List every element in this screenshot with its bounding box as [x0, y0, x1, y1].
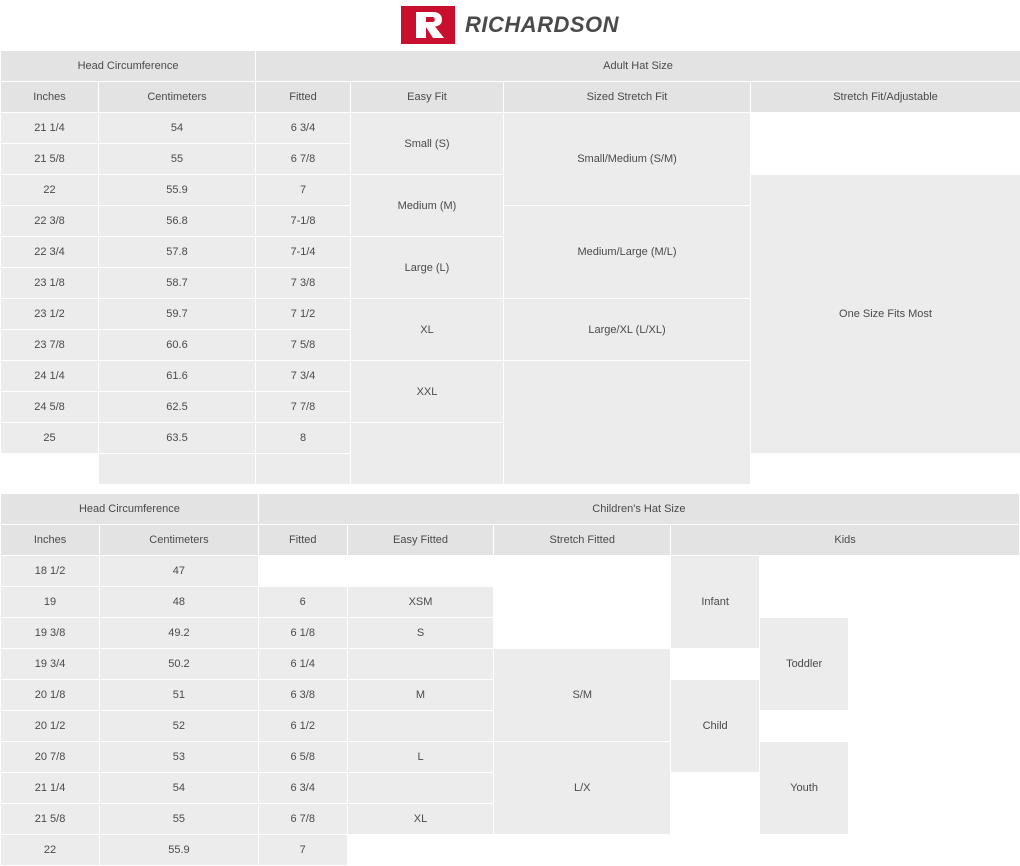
- table-row: [1, 649, 1020, 680]
- children-fitted: 6 1/8: [258, 618, 347, 649]
- adult-centimeters: 57.8: [99, 237, 256, 268]
- children-easy-fitted: [347, 835, 494, 866]
- children-kids-child: Child: [671, 680, 760, 773]
- adult-group-header-row: [1, 51, 1020, 82]
- r-logo-icon: [401, 6, 455, 44]
- children-fitted: 6 3/8: [258, 680, 347, 711]
- children-kids-child-empty: [849, 556, 932, 587]
- children-col-stretch-fitted: Stretch Fitted: [494, 525, 671, 556]
- adult-column-header-row: [1, 82, 1020, 113]
- adult-stretch-fit-adjustable: [751, 144, 1020, 175]
- children-group-head-circumference: Head Circumference: [1, 494, 259, 525]
- children-stretch-fitted: S/M: [494, 649, 671, 742]
- adult-inches: 22 3/4: [1, 237, 99, 268]
- children-group-hat-size: Children's Hat Size: [258, 494, 1019, 525]
- adult-centimeters: 59.7: [99, 299, 256, 330]
- children-kids-toddler-empty: [760, 556, 849, 587]
- adult-inches: 24 5/8: [1, 392, 99, 423]
- adult-spacer-centimeters: [99, 454, 256, 485]
- children-inches: 20 7/8: [1, 742, 100, 773]
- children-kids-youth: Youth: [760, 742, 849, 835]
- children-easy-fitted: S: [347, 618, 494, 649]
- children-inches: 21 5/8: [1, 804, 100, 835]
- children-stretch-fitted: [494, 556, 671, 587]
- adult-col-sized-stretch-fit: Sized Stretch Fit: [504, 82, 751, 113]
- adult-inches: 22 3/8: [1, 206, 99, 237]
- adult-col-fitted: Fitted: [256, 82, 351, 113]
- children-stretch-fitted: [494, 618, 671, 649]
- children-col-kids: Kids: [671, 525, 1020, 556]
- children-inches: 20 1/2: [1, 711, 100, 742]
- adult-fitted: 6 7/8: [256, 144, 351, 175]
- children-easy-fitted: [347, 649, 494, 680]
- children-easy-fitted: [347, 556, 494, 587]
- children-col-inches: Inches: [1, 525, 100, 556]
- children-centimeters: 55: [100, 804, 259, 835]
- adult-col-inches: Inches: [1, 82, 99, 113]
- adult-sized-stretch-fit: [504, 361, 751, 485]
- brand-header: [0, 0, 1020, 50]
- table-row: [1, 618, 1020, 649]
- children-fitted: 6 3/4: [258, 773, 347, 804]
- children-kids-empty: [931, 835, 1019, 866]
- children-kids-youth-empty: [931, 587, 1019, 618]
- adult-centimeters: 56.8: [99, 206, 256, 237]
- children-kids-youth-empty: [849, 680, 932, 711]
- adult-easy-fit: Large (L): [351, 237, 504, 299]
- children-fitted: 6 5/8: [258, 742, 347, 773]
- children-kids-child-empty: [671, 649, 760, 680]
- adult-centimeters: 63.5: [99, 423, 256, 454]
- children-inches: 19 3/4: [1, 649, 100, 680]
- adult-centimeters: 58.7: [99, 268, 256, 299]
- adult-centimeters: 60.6: [99, 330, 256, 361]
- children-easy-fitted: XSM: [347, 587, 494, 618]
- adult-fitted: 6 3/4: [256, 113, 351, 144]
- adult-sized-stretch-fit: Large/XL (L/XL): [504, 299, 751, 361]
- children-inches: 22: [1, 835, 100, 866]
- children-centimeters: 51: [100, 680, 259, 711]
- adult-sized-stretch-fit: Small/Medium (S/M): [504, 113, 751, 206]
- adult-easy-fit: Medium (M): [351, 175, 504, 237]
- children-kids-youth-empty: [849, 649, 932, 680]
- adult-col-easy-fit: Easy Fit: [351, 82, 504, 113]
- adult-inches: 23 1/2: [1, 299, 99, 330]
- adult-inches: 21 1/4: [1, 113, 99, 144]
- children-fitted: 6: [258, 587, 347, 618]
- adult-centimeters: 55.9: [99, 175, 256, 206]
- adult-easy-fit-empty: [351, 423, 504, 485]
- adult-spacer-inches: [1, 454, 99, 485]
- adult-col-stretch-fit-adjustable: Stretch Fit/Adjustable: [751, 82, 1020, 113]
- adult-hat-size-table: [0, 50, 1020, 485]
- children-kids-youth-empty: [931, 618, 1019, 649]
- table-gap: [0, 485, 1020, 493]
- children-centimeters: 50.2: [100, 649, 259, 680]
- table-row: [1, 835, 1020, 866]
- adult-inches: 25: [1, 423, 99, 454]
- adult-easy-fit: XL: [351, 299, 504, 361]
- children-centimeters: 52: [100, 711, 259, 742]
- adult-inches: 23 7/8: [1, 330, 99, 361]
- children-inches: 19: [1, 587, 100, 618]
- children-fitted: 6 1/2: [258, 711, 347, 742]
- children-group-header-row: [1, 494, 1020, 525]
- children-stretch-fitted: [494, 835, 671, 866]
- adult-fitted: 7: [256, 175, 351, 206]
- adult-easy-fit: XXL: [351, 361, 504, 423]
- children-fitted: 6 7/8: [258, 804, 347, 835]
- table-row: [1, 556, 1020, 587]
- children-kids-youth-empty: [760, 711, 849, 742]
- children-centimeters: 54: [100, 773, 259, 804]
- table-row: [1, 113, 1020, 144]
- children-inches: 18 1/2: [1, 556, 100, 587]
- adult-centimeters: 55: [99, 144, 256, 175]
- children-centimeters: 47: [100, 556, 259, 587]
- children-kids-toddler: Toddler: [760, 618, 849, 711]
- adult-col-centimeters: Centimeters: [99, 82, 256, 113]
- children-column-header-row: [1, 525, 1020, 556]
- children-easy-fitted: [347, 711, 494, 742]
- children-easy-fitted: [347, 773, 494, 804]
- children-centimeters: 55.9: [100, 835, 259, 866]
- adult-sized-stretch-fit: Medium/Large (M/L): [504, 206, 751, 299]
- adult-spacer-fitted: [256, 454, 351, 485]
- adult-fitted: 8: [256, 423, 351, 454]
- adult-inches: 23 1/8: [1, 268, 99, 299]
- children-centimeters: 48: [100, 587, 259, 618]
- children-fitted: 6 1/4: [258, 649, 347, 680]
- children-hat-size-table: [0, 493, 1020, 866]
- children-centimeters: 49.2: [100, 618, 259, 649]
- brand-name: RICHARDSON: [465, 12, 619, 38]
- children-fitted: 7: [258, 835, 347, 866]
- children-easy-fitted: XL: [347, 804, 494, 835]
- adult-stretch-fit-adjustable: One Size Fits Most: [751, 175, 1020, 454]
- adult-inches: 24 1/4: [1, 361, 99, 392]
- children-easy-fitted: L: [347, 742, 494, 773]
- adult-easy-fit: Small (S): [351, 113, 504, 175]
- adult-fitted: 7 3/4: [256, 361, 351, 392]
- children-kids-empty: [760, 835, 849, 866]
- children-kids-toddler-empty: [760, 587, 849, 618]
- children-col-easy-fitted: Easy Fitted: [347, 525, 494, 556]
- adult-inches: 21 5/8: [1, 144, 99, 175]
- children-fitted: [258, 556, 347, 587]
- adult-fitted: 7 1/2: [256, 299, 351, 330]
- children-centimeters: 53: [100, 742, 259, 773]
- adult-group-head-circumference: Head Circumference: [1, 51, 256, 82]
- children-kids-child-empty: [849, 587, 932, 618]
- children-col-centimeters: Centimeters: [100, 525, 259, 556]
- children-stretch-fitted: [494, 587, 671, 618]
- children-inches: 21 1/4: [1, 773, 100, 804]
- adult-fitted: 7 5/8: [256, 330, 351, 361]
- children-kids-empty: [671, 835, 760, 866]
- table-row: [1, 742, 1020, 773]
- children-inches: 20 1/8: [1, 680, 100, 711]
- adult-fitted: 7-1/8: [256, 206, 351, 237]
- adult-fitted: 7-1/4: [256, 237, 351, 268]
- adult-centimeters: 62.5: [99, 392, 256, 423]
- adult-group-hat-size: Adult Hat Size: [256, 51, 1020, 82]
- table-row: [1, 587, 1020, 618]
- adult-fitted: 7 3/8: [256, 268, 351, 299]
- children-kids-infant: Infant: [671, 556, 760, 649]
- children-stretch-fitted: L/X: [494, 742, 671, 835]
- children-kids-youth-empty: [931, 556, 1019, 587]
- children-easy-fitted: M: [347, 680, 494, 711]
- adult-centimeters: 61.6: [99, 361, 256, 392]
- adult-fitted: 7 7/8: [256, 392, 351, 423]
- adult-inches: 22: [1, 175, 99, 206]
- children-kids-empty: [849, 835, 932, 866]
- children-kids-child-empty: [849, 618, 932, 649]
- brand-logo: [401, 6, 619, 44]
- children-inches: 19 3/8: [1, 618, 100, 649]
- adult-centimeters: 54: [99, 113, 256, 144]
- adult-stretch-fit-adjustable: [751, 113, 1020, 144]
- children-col-fitted: Fitted: [258, 525, 347, 556]
